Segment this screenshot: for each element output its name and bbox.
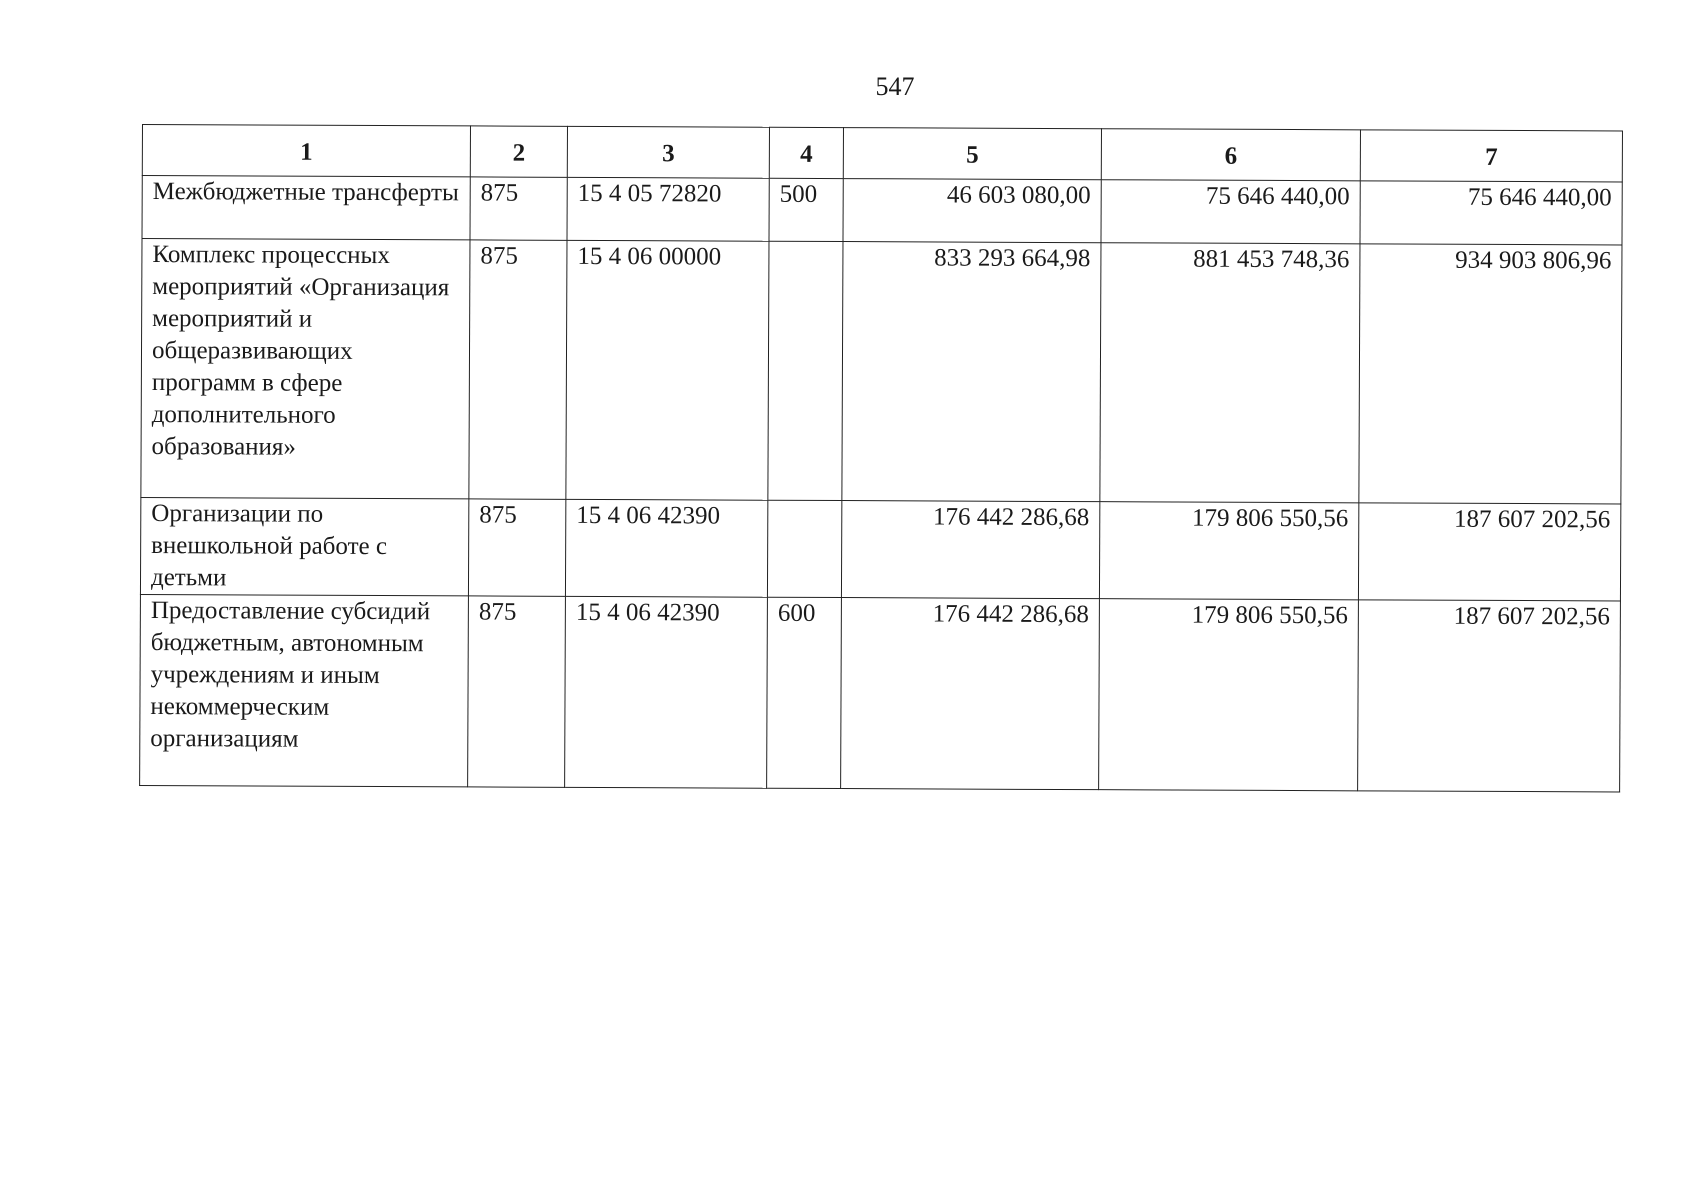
header-col-4: 4: [769, 127, 843, 178]
row-name: Комплекс процессных мероприятий «Организация мероприятий и общеразвивающих программ в сфере дополнительного образования»: [141, 239, 470, 499]
table-row: [140, 594, 1621, 791]
header-col-6: 6: [1101, 129, 1360, 181]
table-row: [142, 176, 1622, 245]
table-row: [140, 497, 1620, 600]
header-row: [142, 125, 1622, 182]
row-name: Предоставление субсидий бюджетным, автономным учреждениям и иным некоммерческим организациям: [140, 594, 469, 786]
row-col6: 179 806 550,56: [1099, 502, 1358, 600]
row-col4: 600: [767, 597, 842, 788]
row-col4: [768, 241, 843, 500]
row-col7: 187 607 202,56: [1358, 503, 1620, 601]
budget-table-container: [139, 124, 1622, 792]
budget-table: [139, 124, 1623, 792]
row-col5: 46 603 080,00: [843, 179, 1101, 243]
row-col2: 875: [468, 596, 566, 787]
header-col-1: 1: [142, 125, 470, 177]
row-col2: 875: [468, 499, 565, 596]
row-col3: 15 4 06 42390: [565, 499, 767, 597]
row-col5: 176 442 286,68: [841, 501, 1099, 599]
row-name: Межбюджетные трансферты: [142, 176, 470, 240]
header-col-3: 3: [567, 126, 769, 178]
row-col2: 875: [469, 240, 567, 499]
row-col6: 881 453 748,36: [1100, 243, 1360, 503]
row-col7: 934 903 806,96: [1359, 244, 1622, 504]
row-name: Организации по внешкольной работе с детьми: [140, 497, 468, 595]
header-col-7: 7: [1360, 130, 1622, 182]
table-header: [142, 125, 1622, 182]
table-row: [141, 239, 1622, 504]
row-col2: 875: [470, 177, 567, 240]
row-col3: 15 4 05 72820: [567, 177, 769, 241]
row-col5: 833 293 664,98: [842, 242, 1101, 502]
row-col6: 179 806 550,56: [1099, 599, 1359, 791]
row-col7: 187 607 202,56: [1358, 600, 1621, 792]
row-col4: 500: [769, 178, 843, 241]
row-col7: 75 646 440,00: [1360, 181, 1622, 245]
row-col5: 176 442 286,68: [841, 598, 1100, 790]
table-body: [140, 176, 1623, 792]
row-col6: 75 646 440,00: [1101, 180, 1360, 244]
header-col-5: 5: [843, 128, 1101, 180]
row-col3: 15 4 06 00000: [566, 240, 769, 500]
header-col-2: 2: [470, 126, 567, 177]
row-col3: 15 4 06 42390: [565, 596, 768, 788]
page-number: 547: [875, 72, 915, 101]
row-col4: [767, 500, 841, 597]
